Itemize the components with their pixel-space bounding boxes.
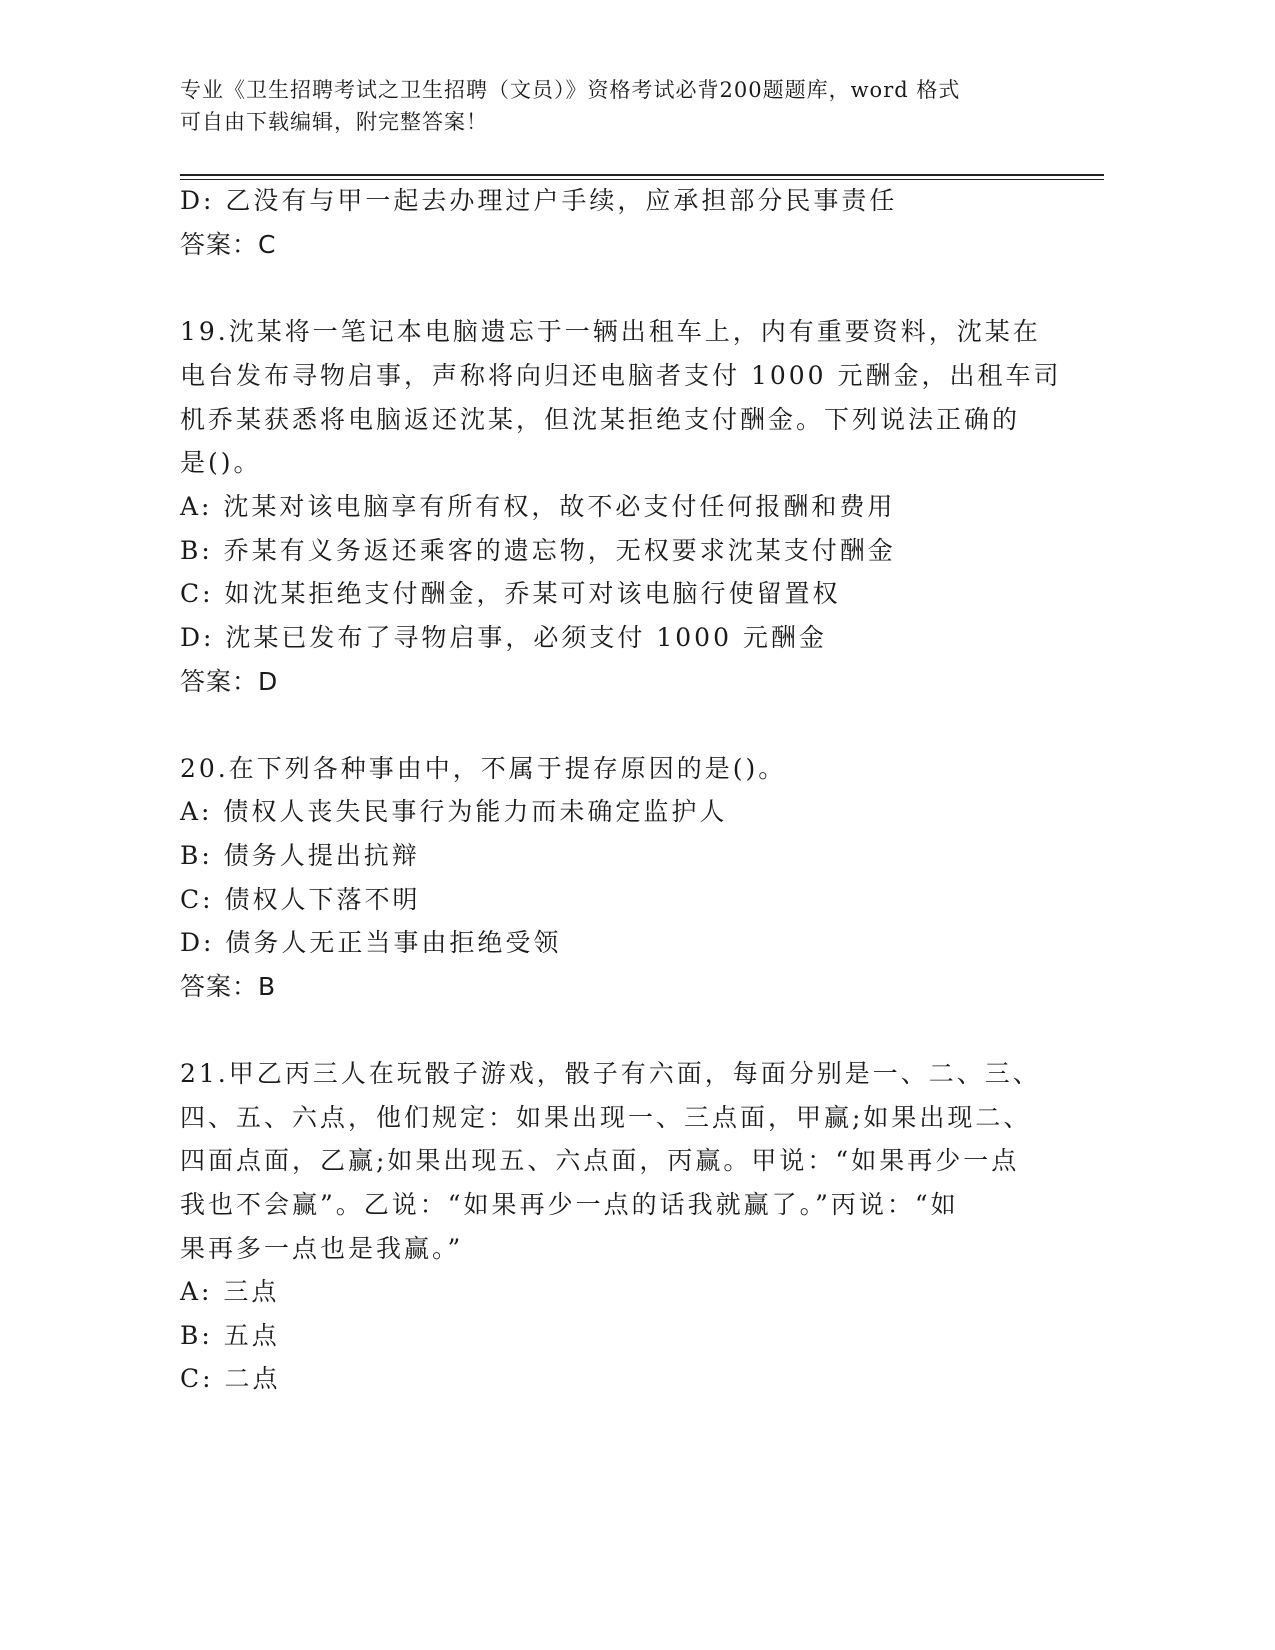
q21-stem-line-4: 我也不会赢”。乙说：“如果再少一点的话我就赢了。”丙说：“如 (180, 1190, 959, 1219)
header-divider-thick (180, 174, 1104, 176)
q21-stem-line-1: 21.甲乙丙三人在玩骰子游戏，骰子有六面，每面分别是一、二、三、 (180, 1059, 1041, 1088)
q21-stem-line-3: 四面点面，乙赢;如果出现五、六点面，丙赢。甲说：“如果再少一点 (180, 1146, 1020, 1175)
q20-option-b: B: 债务人提出抗辩 (180, 841, 420, 870)
q21-stem-line-2: 四、五、六点，他们规定：如果出现一、三点面，甲赢;如果出现二、 (180, 1103, 1032, 1132)
q19-stem-line-2: 电台发布寻物启事，声称将向归还电脑者支付 1000 元酬金，出租车司 (180, 361, 1062, 390)
q20-answer: 答案：B (180, 972, 277, 1001)
header-title-line-2: 可自由下载编辑，附完整答案！ (180, 110, 488, 134)
q19-option-a: A: 沈某对该电脑享有所有权，故不必支付任何报酬和费用 (180, 492, 896, 521)
q19-stem-line-4: 是()。 (180, 448, 262, 477)
q21-option-b: B: 五点 (180, 1321, 280, 1350)
q18-answer: 答案：C (180, 230, 277, 259)
q20-option-d: D: 债务人无正当事由拒绝受领 (180, 928, 562, 957)
q19-option-d: D: 沈某已发布了寻物启事，必须支付 1000 元酬金 (180, 623, 827, 652)
q21-stem-line-5: 果再多一点也是我赢。” (180, 1234, 464, 1263)
q20-option-a: A: 债权人丧失民事行为能力而未确定监护人 (180, 797, 728, 826)
q19-stem-line-1: 19.沈某将一笔记本电脑遗忘于一辆出租车上，内有重要资料，沈某在 (180, 317, 1041, 346)
q21-option-c: C: 二点 (180, 1364, 281, 1393)
document-header (180, 74, 1040, 138)
q19-option-c: C: 如沈某拒绝支付酬金，乔某可对该电脑行使留置权 (180, 579, 841, 608)
header-divider-thin (180, 179, 1104, 180)
q19-option-b: B: 乔某有义务返还乘客的遗忘物，无权要求沈某支付酬金 (180, 536, 896, 565)
q18-option-d: D: 乙没有与甲一起去办理过户手续，应承担部分民事责任 (180, 186, 898, 215)
q20-stem: 20.在下列各种事由中，不属于提存原因的是()。 (180, 754, 787, 783)
q21-option-a: A: 三点 (180, 1277, 280, 1306)
q19-stem-line-3: 机乔某获悉将电脑返还沈某，但沈某拒绝支付酬金。下列说法正确的 (180, 405, 1021, 434)
q19-answer: 答案：D (180, 667, 279, 696)
q20-option-c: C: 债权人下落不明 (180, 885, 421, 914)
header-title-line-1: 专业《卫生招聘考试之卫生招聘（文员）》资格考试必背200题题库，word 格式 (180, 78, 961, 102)
